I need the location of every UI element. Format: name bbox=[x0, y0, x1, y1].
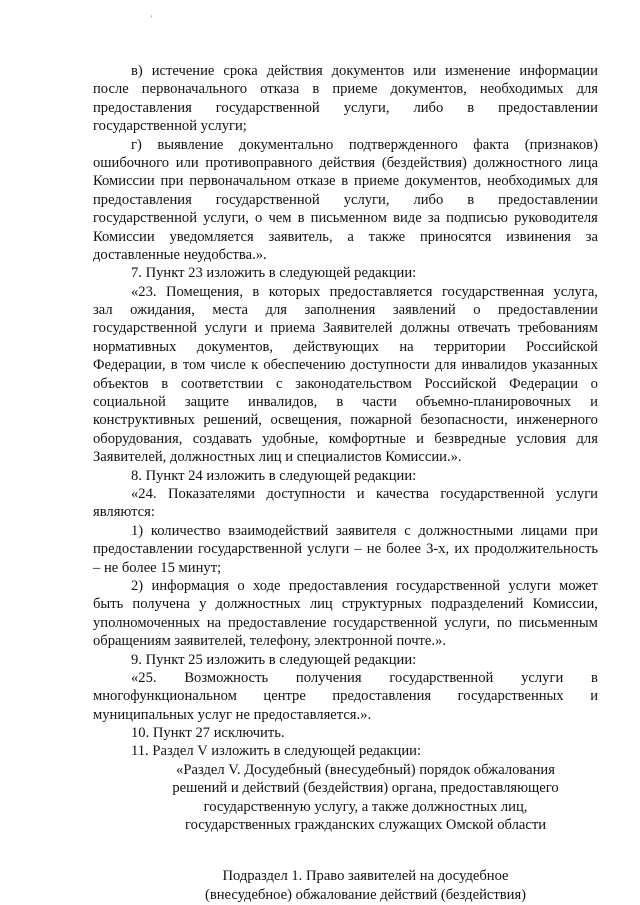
word: нормативных bbox=[93, 338, 177, 355]
word: первоначальном bbox=[189, 173, 291, 190]
word: государственной bbox=[333, 614, 438, 631]
word: необходимых bbox=[487, 173, 571, 190]
word: услуги, bbox=[343, 99, 390, 116]
word: том bbox=[182, 357, 206, 374]
word: указанных bbox=[532, 357, 598, 374]
text-line bbox=[93, 264, 598, 282]
paragraph-p6 bbox=[93, 485, 598, 522]
word: «23. bbox=[131, 283, 157, 300]
word: действия bbox=[319, 154, 376, 171]
word: объемно-планировочных bbox=[415, 394, 572, 411]
text-line bbox=[93, 595, 598, 613]
word: Российской bbox=[526, 338, 598, 355]
paragraph-p5 bbox=[93, 467, 598, 485]
word: письменном bbox=[310, 210, 387, 227]
text-line bbox=[93, 99, 598, 117]
word: приеме bbox=[354, 173, 400, 190]
word: быть bbox=[93, 596, 124, 613]
paragraph-p1 bbox=[93, 62, 598, 136]
word: должностных bbox=[215, 596, 301, 613]
word: чем bbox=[268, 210, 292, 227]
word: услуги bbox=[307, 541, 350, 558]
word: многофункциональном bbox=[93, 688, 237, 705]
text-line bbox=[93, 614, 598, 632]
text-line bbox=[93, 393, 598, 411]
text-line bbox=[93, 503, 598, 521]
word: (бездействия) bbox=[381, 154, 467, 171]
text-line bbox=[93, 375, 598, 393]
word: г) bbox=[131, 136, 142, 153]
paragraph-p3 bbox=[93, 264, 598, 282]
word: структурных bbox=[341, 596, 422, 613]
text-line bbox=[93, 706, 598, 724]
word: ожидания, bbox=[130, 302, 195, 319]
word: в bbox=[312, 81, 320, 98]
word: – bbox=[354, 541, 362, 558]
word: при bbox=[575, 522, 598, 539]
word: обеспечению bbox=[263, 357, 346, 374]
word: 10. Пункт 27 исключить. bbox=[131, 725, 285, 742]
word: извинения bbox=[506, 228, 571, 245]
word: безвредные bbox=[434, 430, 506, 447]
word: о bbox=[473, 302, 481, 319]
word: с bbox=[404, 522, 411, 539]
word: в bbox=[161, 375, 169, 392]
text-line bbox=[93, 301, 598, 319]
word: либо bbox=[413, 191, 444, 208]
word: письменным bbox=[518, 614, 598, 631]
word: соответствии bbox=[180, 375, 264, 392]
paragraph-p12 bbox=[93, 742, 598, 760]
word: у bbox=[199, 596, 207, 613]
word: либо bbox=[413, 99, 444, 116]
text-line bbox=[93, 651, 598, 669]
word: государственной bbox=[440, 485, 545, 502]
word: социальной bbox=[93, 394, 166, 411]
word: отказа bbox=[260, 81, 300, 98]
word: или bbox=[413, 63, 437, 79]
word: а bbox=[347, 228, 354, 245]
word: для bbox=[576, 430, 598, 447]
word: должны bbox=[400, 320, 450, 337]
word: уведомляется bbox=[169, 228, 254, 245]
word: в bbox=[341, 173, 349, 190]
word: зал bbox=[93, 302, 113, 319]
word: на bbox=[399, 338, 414, 355]
word: Комиссии bbox=[93, 228, 155, 245]
word: не bbox=[366, 541, 382, 558]
section-heading bbox=[133, 761, 598, 835]
word: предоставления bbox=[93, 99, 192, 116]
text-line bbox=[93, 724, 598, 742]
word: Показателями bbox=[167, 485, 255, 502]
word: государственная bbox=[441, 283, 545, 300]
word: числе bbox=[210, 357, 246, 374]
word: услуга, bbox=[553, 283, 598, 300]
document-body bbox=[93, 62, 598, 904]
word: решений, bbox=[203, 412, 262, 429]
text-line bbox=[93, 338, 598, 356]
word: инвалидов, bbox=[248, 394, 318, 411]
word: в bbox=[467, 99, 475, 116]
word: истечение bbox=[151, 63, 215, 79]
word: подписью bbox=[446, 210, 508, 227]
word: о bbox=[255, 210, 263, 227]
word: являются: bbox=[93, 504, 155, 521]
word: в bbox=[336, 394, 344, 411]
text-line bbox=[93, 80, 598, 98]
paragraph-p10 bbox=[93, 669, 598, 724]
word: необходимых bbox=[479, 81, 564, 98]
text-line bbox=[93, 246, 598, 264]
word: Федерации, bbox=[93, 357, 166, 374]
word: и bbox=[254, 320, 263, 337]
word: количество bbox=[150, 522, 221, 539]
text-line bbox=[93, 356, 598, 374]
word: отказе bbox=[296, 173, 336, 190]
word: срока bbox=[223, 63, 258, 79]
paragraph-p2 bbox=[93, 136, 598, 265]
word: Возможность bbox=[184, 669, 269, 686]
word: 3-х, bbox=[426, 541, 450, 558]
word: заявителя bbox=[336, 522, 397, 539]
word: предоставления bbox=[332, 688, 432, 705]
text-line bbox=[93, 669, 598, 687]
text-line bbox=[93, 430, 598, 448]
word: и bbox=[416, 430, 424, 447]
word: лицами bbox=[520, 522, 568, 539]
word: безопасности, bbox=[420, 412, 508, 429]
heading-gap bbox=[93, 834, 598, 867]
word: Заявителей bbox=[322, 320, 393, 337]
word: факта bbox=[473, 136, 510, 153]
word: государственной услуги; bbox=[93, 118, 247, 135]
word: ошибочного bbox=[93, 154, 170, 171]
word: «25. bbox=[131, 669, 157, 686]
text-line bbox=[93, 117, 598, 135]
word: 9. Пункт 25 изложить в следующей редакции: bbox=[131, 651, 417, 668]
subsection-heading bbox=[133, 867, 598, 904]
word: услуги, bbox=[343, 191, 390, 208]
word: Федерации bbox=[509, 375, 578, 392]
word: государственной bbox=[93, 210, 198, 227]
word: 1) bbox=[131, 522, 144, 539]
word: Комиссии bbox=[93, 173, 155, 190]
word: уполномоченных bbox=[93, 614, 201, 631]
word: также bbox=[368, 228, 406, 245]
word: взаимодействий bbox=[228, 522, 329, 539]
word: за bbox=[427, 210, 441, 227]
word: инвалидов bbox=[461, 357, 528, 374]
word: «24. bbox=[131, 485, 157, 502]
text-line bbox=[93, 522, 598, 540]
word: комфортные bbox=[328, 430, 406, 447]
word: для bbox=[265, 302, 287, 319]
paragraph-p4 bbox=[93, 283, 598, 467]
word: доставленные неудобства.». bbox=[93, 246, 267, 263]
word: для bbox=[576, 81, 598, 98]
word: государственной bbox=[396, 577, 501, 594]
word: в bbox=[170, 357, 178, 374]
word: предоставление bbox=[227, 614, 327, 631]
subsection-heading-line: (внесудебное) обжалование действий (бездействия) bbox=[204, 886, 527, 903]
subsection-heading-line: Подраздел 1. Право заявителей на досудебное bbox=[222, 868, 509, 885]
word: создавать bbox=[192, 430, 252, 447]
word: к bbox=[251, 357, 259, 374]
word: или bbox=[175, 154, 199, 171]
word: документов, bbox=[196, 338, 274, 355]
word: законодательством bbox=[295, 375, 412, 392]
word: и bbox=[356, 485, 365, 502]
word: в bbox=[252, 283, 260, 300]
word: информация bbox=[151, 577, 229, 594]
word: территории bbox=[434, 338, 506, 355]
word: приносятся bbox=[419, 228, 492, 245]
page-mark: ' bbox=[151, 14, 153, 23]
word: на bbox=[206, 614, 222, 631]
text-line bbox=[93, 62, 598, 80]
word: заполнения bbox=[304, 302, 376, 319]
word: места bbox=[212, 302, 248, 319]
word: (признаков) bbox=[524, 136, 598, 153]
text-line bbox=[93, 228, 598, 246]
word: первоначального bbox=[141, 81, 248, 98]
word: 7. Пункт 23 изложить в следующей редакции: bbox=[131, 265, 417, 282]
word: оборудования, bbox=[93, 430, 183, 447]
word: в bbox=[467, 191, 475, 208]
word: государственной bbox=[215, 99, 320, 116]
word: государственных bbox=[457, 688, 564, 705]
text-line bbox=[93, 742, 598, 760]
paragraph-list bbox=[93, 62, 598, 761]
word: государственной bbox=[198, 541, 303, 558]
word: обращениям заявителей, телефону, электронной почте.». bbox=[93, 633, 446, 650]
word: руководителя bbox=[514, 210, 598, 227]
word: доступности bbox=[350, 357, 430, 374]
word: государственной bbox=[93, 320, 198, 337]
word: приеме bbox=[332, 81, 378, 98]
text-line bbox=[93, 136, 598, 154]
text-line bbox=[93, 411, 598, 429]
word: инженерного bbox=[516, 412, 598, 429]
word: доступности bbox=[266, 485, 346, 502]
word: – не более 15 минут; bbox=[93, 559, 222, 576]
word: заявитель, bbox=[268, 228, 333, 245]
word: центре bbox=[263, 688, 306, 705]
word: для bbox=[434, 357, 457, 374]
text-line bbox=[93, 485, 598, 503]
word: должностными bbox=[418, 522, 514, 539]
word: действия bbox=[266, 63, 323, 79]
word: и bbox=[590, 688, 598, 705]
word: документов, bbox=[390, 81, 467, 98]
word: виде bbox=[393, 210, 422, 227]
word: предоставлении bbox=[93, 541, 193, 558]
word: предоставления bbox=[288, 577, 388, 594]
word: должностного bbox=[473, 154, 562, 171]
word: продолжительность bbox=[474, 541, 598, 558]
word: 11. Раздел V изложить в следующей редакции: bbox=[131, 743, 422, 760]
word: Заявителей, должностных лиц и специалистов Комиссии.». bbox=[93, 449, 462, 466]
text-line bbox=[93, 577, 598, 595]
word: выявление bbox=[157, 136, 224, 153]
word: лиц bbox=[309, 596, 333, 613]
word: ходе bbox=[253, 577, 281, 594]
word: о bbox=[590, 375, 598, 392]
text-line bbox=[93, 448, 598, 466]
word: которых bbox=[268, 283, 321, 300]
word: требованиям bbox=[518, 320, 598, 337]
word: и bbox=[590, 394, 598, 411]
word: для bbox=[576, 173, 598, 190]
word: услуги bbox=[521, 669, 564, 686]
word: противоправного bbox=[205, 154, 313, 171]
word: более bbox=[386, 541, 421, 558]
word: о bbox=[237, 577, 245, 594]
word: подтвержденного bbox=[348, 136, 458, 153]
word: документов, bbox=[404, 173, 482, 190]
paragraph-p7 bbox=[93, 522, 598, 577]
word: предоставлении bbox=[498, 99, 598, 116]
text-line bbox=[93, 687, 598, 705]
word: Комиссии, bbox=[532, 596, 598, 613]
text-line bbox=[93, 319, 598, 337]
word: удобные, bbox=[262, 430, 319, 447]
word: 2) bbox=[131, 577, 144, 594]
word: освещения, bbox=[270, 412, 342, 429]
word: услуги bbox=[555, 485, 598, 502]
word: муниципальных услуг не предоставляется.». bbox=[93, 706, 372, 723]
text-line bbox=[93, 467, 598, 485]
word: их bbox=[454, 541, 470, 558]
word: услуги, bbox=[203, 210, 249, 227]
word: при bbox=[160, 173, 184, 190]
word: получена bbox=[132, 596, 190, 613]
section-heading-line: решений и действий (бездействия) органа, предоставляющего bbox=[172, 780, 559, 797]
word: конструктивных bbox=[93, 412, 195, 429]
word: в bbox=[297, 210, 305, 227]
paragraph-p8 bbox=[93, 577, 598, 651]
word: пожарной bbox=[350, 412, 412, 429]
word: в) bbox=[131, 63, 143, 79]
word: государственной bbox=[389, 669, 494, 686]
word: лица bbox=[568, 154, 598, 171]
word: условия bbox=[516, 430, 567, 447]
word: части bbox=[362, 394, 397, 411]
word: предоставляется bbox=[329, 283, 433, 300]
word: за bbox=[585, 228, 598, 245]
word: действующих bbox=[293, 338, 379, 355]
word: по bbox=[496, 614, 512, 631]
section-heading-line: «Раздел V. Досудебный (внесудебный) порядок обжалования bbox=[176, 761, 555, 778]
word: информации bbox=[519, 63, 598, 79]
section-heading-line: государственную услугу, а также должностных лиц, bbox=[203, 798, 528, 815]
text-line bbox=[93, 154, 598, 172]
word: отвечать bbox=[457, 320, 511, 337]
word: получения bbox=[295, 669, 362, 686]
text-line bbox=[93, 632, 598, 650]
word: качества bbox=[376, 485, 429, 502]
word: услуги bbox=[204, 320, 247, 337]
word: документов bbox=[331, 63, 405, 79]
text-line bbox=[93, 540, 598, 558]
text-line bbox=[93, 283, 598, 301]
word: может bbox=[558, 577, 598, 594]
text-line bbox=[93, 172, 598, 190]
word: услуги bbox=[508, 577, 551, 594]
word: с bbox=[275, 375, 283, 392]
paragraph-p11 bbox=[93, 724, 598, 742]
text-line bbox=[93, 209, 598, 227]
word: подразделений bbox=[431, 596, 524, 613]
word: Помещения, bbox=[166, 283, 243, 300]
word: предоставлении bbox=[498, 191, 598, 208]
word: после bbox=[93, 81, 129, 98]
word: Российской bbox=[424, 375, 497, 392]
word: 8. Пункт 24 изложить в следующей редакции: bbox=[131, 467, 417, 484]
word: заявлений bbox=[392, 302, 456, 319]
word: предоставления bbox=[93, 191, 192, 208]
word: объектов bbox=[93, 375, 149, 392]
word: услуги, bbox=[444, 614, 491, 631]
text-line bbox=[93, 559, 598, 577]
word: изменение bbox=[445, 63, 511, 79]
word: предоставлении bbox=[498, 302, 598, 319]
paragraph-p9 bbox=[93, 651, 598, 669]
word: в bbox=[591, 669, 598, 686]
word: защите bbox=[184, 394, 230, 411]
word: государственной bbox=[215, 191, 320, 208]
text-line bbox=[93, 191, 598, 209]
word: документально bbox=[238, 136, 334, 153]
section-heading-line: государственных гражданских служащих Омской области bbox=[184, 817, 547, 834]
word: приема bbox=[270, 320, 316, 337]
